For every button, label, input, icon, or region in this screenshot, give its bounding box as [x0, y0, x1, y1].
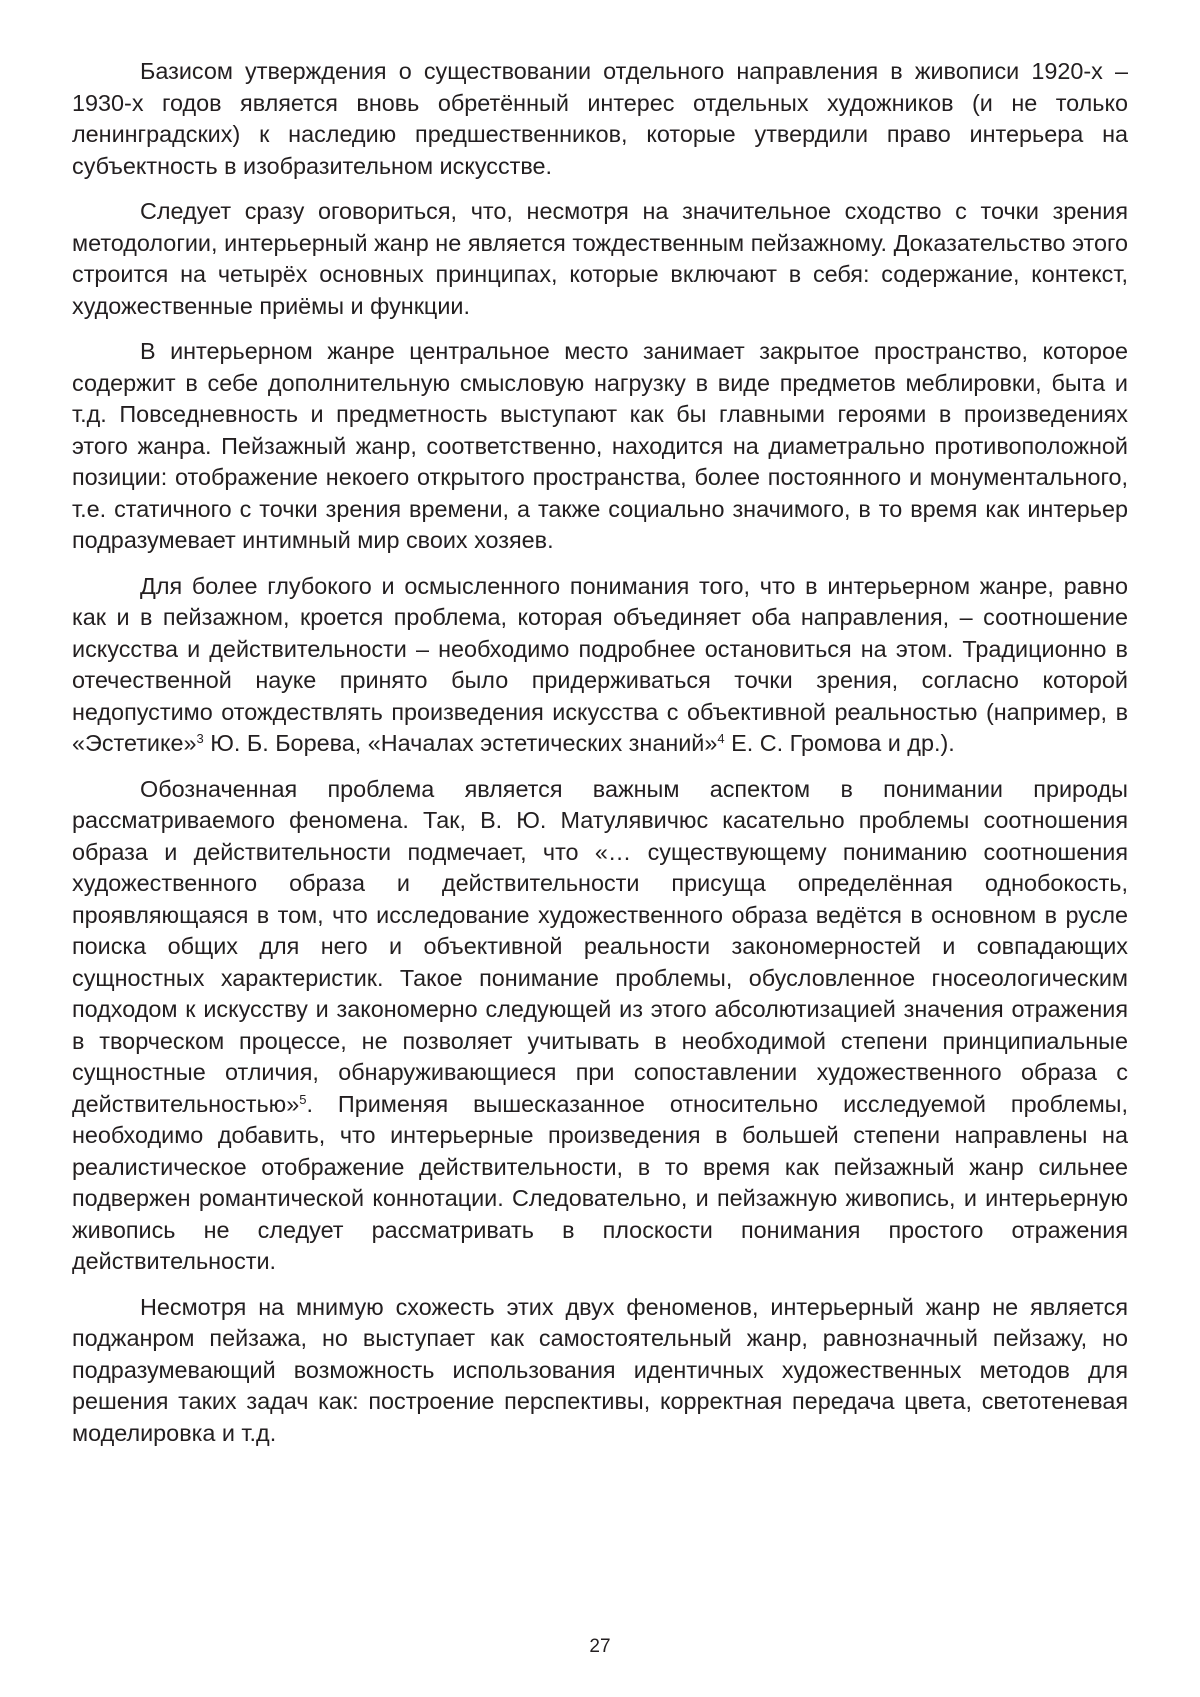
footnote-ref-5[interactable]: 5	[299, 1091, 307, 1107]
paragraph-text: Следует сразу оговориться, что, несмотря на значительное сходство с точки зрения методологии, интерьерный жанр не является тождественным пейзажному. Доказательство этого строится на четырёх основных принципах, которые включают в себя: содержание, контекст, художественные приёмы и функции.	[72, 198, 1128, 319]
paragraph-text: В интерьерном жанре центральное место занимает закрытое пространство, которое содержит в себе дополнительную смысловую нагрузку в виде предметов меблировки, быта и т.д. Повседневность и предметность выступают как бы главными героями в произведениях этого жанра. Пейзажный жанр, соответственно, находится на диаметрально противоположной позиции: отображение некоего открытого пространства, более постоянного и монументального, т.е. статичного с точки зрения времени, а также социально значимого, в то время как интерьер подразумевает интимный мир своих хозяев.	[72, 338, 1128, 553]
paragraph-2	[72, 196, 1128, 322]
paragraph-3	[72, 336, 1128, 557]
footnote-ref-4[interactable]: 4	[717, 731, 725, 746]
paragraph-text: Базисом утверждения о существовании отдельного направления в живописи 1920-х – 1930-х годов является вновь обретённый интерес отдельных художников (и не только ленинградских) к наследию предшественников, которые утвердили право интерьера на субъектность в изобразительном искусстве.	[72, 58, 1128, 179]
page-number: 27	[589, 1636, 611, 1657]
paragraph-6	[72, 1292, 1128, 1450]
paragraph-text: Обозначенная проблема является важным аспектом в понимании природы рассматриваемого феномена. Так, В. Ю. Матулявичюс касательно проблемы соотношения образа и действительности подмечает, что «… существующему пониманию соотношения художественного образа и действительности присуща определённая однобокость, проявляющаяся в том, что исследование художественного образа ведётся в основном в русле поиска общих для него и объективной реальности закономерностей и совпадающих сущностных характеристик. Такое понимание проблемы, обусловленное гносеологическим подходом к искусству и закономерно следующей из этого абсолютизацией значения отражения в творческом процессе, не позволяет учитывать в необходимой степени принципиальные сущностные отличия, обнаруживающиеся при сопоставлении художественного образа с действительностью»	[72, 775, 1128, 1117]
paragraph-text: Е. С. Громова и др.).	[724, 730, 955, 756]
paragraph-text: Для более глубокого и осмысленного понимания того, что в интерьерном жанре, равно как и в пейзажном, кроется проблема, которая объединяет оба направления, – соотношение искусства и действительности – необходимо подробнее остановиться на этом. Традиционно в отечественной науке принято было придерживаться точки зрения, согласно которой недопустимо отождествлять произведения искусства с объективной реальностью (например, в «Эстетике»	[72, 572, 1128, 756]
page-body	[72, 56, 1128, 1626]
paragraph-1	[72, 56, 1128, 182]
paragraph-text: Ю. Б. Борева, «Началах эстетических знаний»	[203, 730, 718, 756]
paragraph-text: Несмотря на мнимую схожесть этих двух феноменов, интерьерный жанр не является поджанром пейзажа, но выступает как самостоятельный жанр, равнозначный пейзажу, но подразумевающий возможность использования идентичных художественных методов для решения таких задач как: построение перспективы, корректная передача цвета, светотеневая моделировка и т.д.	[72, 1293, 1128, 1446]
paragraph-4	[72, 571, 1128, 760]
paragraph-text: . Применяя вышесказанное относительно исследуемой проблемы, необходимо добавить, что интерьерные произведения в большей степени направлены на реалистическое отображение действительности, в то время как пейзажный жанр сильнее подвержен романтической коннотации. Следовательно, и пейзажную живопись, и интерьерную живопись не следует рассматривать в плоскости понимания простого отражения действительности.	[72, 1090, 1128, 1274]
paragraph-5	[72, 774, 1128, 1278]
footnote-ref-3[interactable]: 3	[196, 731, 204, 746]
